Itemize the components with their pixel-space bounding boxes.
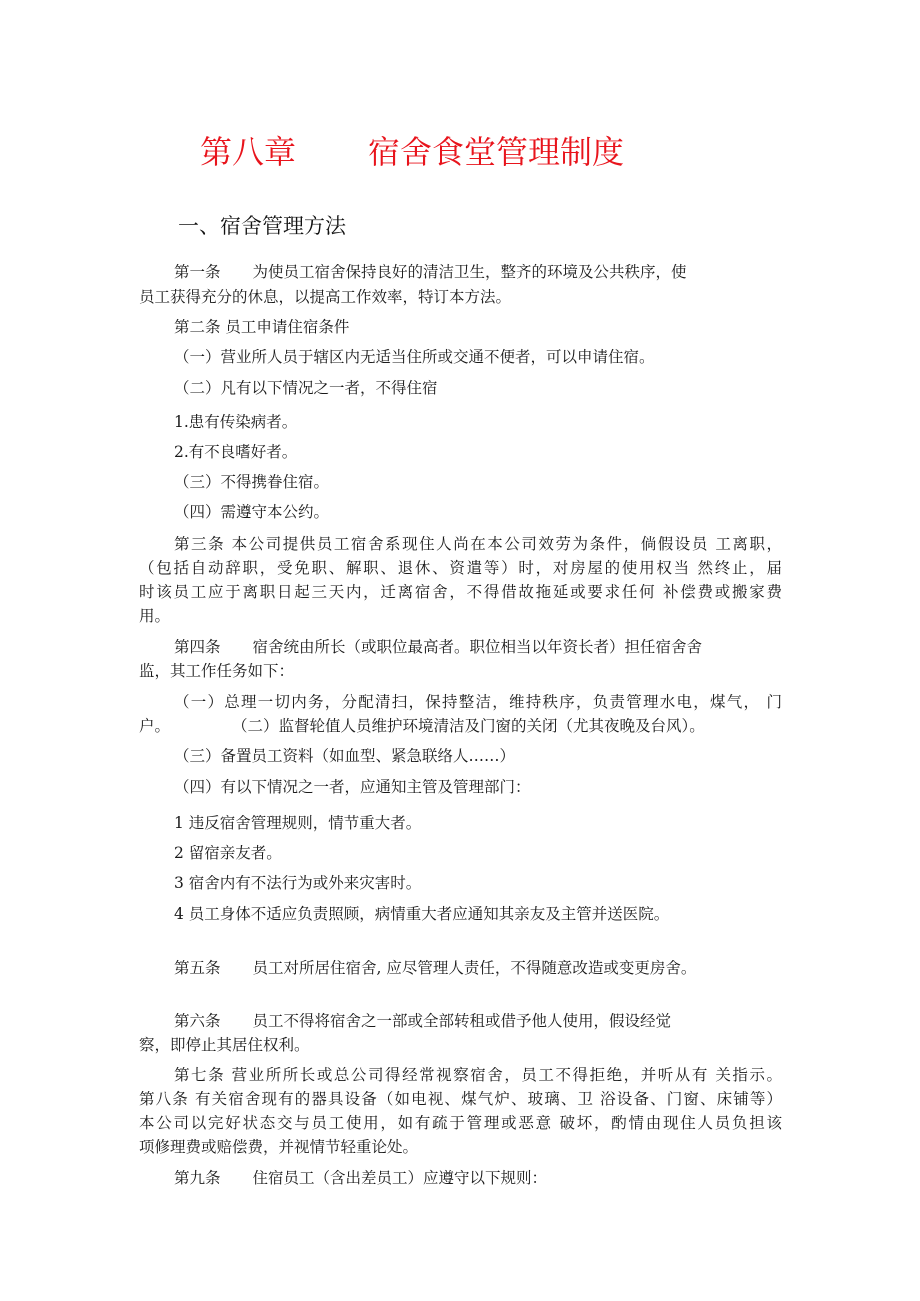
chapter-number: 第八章: [200, 133, 297, 171]
article-3-line-4: 用。: [139, 607, 171, 625]
article-2-item-4: （四）需遵守本公约。: [174, 503, 330, 521]
article-5-label: 第五条: [174, 959, 221, 977]
article-9-text: 住宿员工（含出差员工）应遵守以下规则：: [252, 1169, 548, 1187]
section-heading: 一、宿舍管理方法: [178, 214, 346, 238]
article-9-label: 第九条: [174, 1169, 221, 1187]
article-1-label: 第一条: [174, 263, 221, 281]
article-1-text: 为使员工宿舍保持良好的清洁卫生，整齐的环境及公共秩序，使: [252, 263, 687, 281]
article-3-line-3: 时该员工应于离职日起三天内，迁离宿舍，不得借故拖延或要求任何 补偿费或搬家费: [139, 583, 782, 601]
article-5-text: 员工对所居住宿舍, 应尽管理人责任，不得随意改造或变更房舍。: [252, 959, 697, 977]
article-6-text: 员工不得将宿舍之一部或全部转租或借予他人使用，假设经觉: [252, 1012, 672, 1030]
article-2: 第二条 员工申请住宿条件: [174, 318, 350, 336]
article-4-label: 第四条: [174, 638, 221, 656]
article-3-line-1: 第三条 本公司提供员工宿舍系现住人尚在本公司效劳为条件，倘假设员 工离职，: [174, 535, 782, 553]
article-4-item-4-sub-1: 1 违反宿舍管理规则，情节重大者。: [174, 814, 422, 832]
article-7: 第七条 营业所所长或总公司得经常视察宿舍，员工不得拒绝，并听从有 关指示。: [174, 1066, 782, 1084]
article-4-item-4-sub-4: 4 员工身体不适应负责照顾，病情重大者应通知其亲友及主管并送医院。: [174, 905, 670, 923]
article-4-item-3: （三）备置员工资料（如血型、紧急联络人……）: [174, 747, 516, 765]
article-2-item-3: （三）不得携眷住宿。: [174, 473, 330, 491]
article-5: [174, 958, 696, 978]
article-4-item-4-sub-3: 3 宿舍内有不法行为或外来灾害时。: [174, 874, 422, 892]
article-4-item-4-sub-2: 2 留宿亲友者。: [174, 844, 282, 862]
chapter-title: [200, 132, 624, 172]
chapter-name: 宿舍食堂管理制度: [368, 133, 625, 171]
article-6-label: 第六条: [174, 1012, 221, 1030]
article-2-item-1: （一）营业所人员于辖区内无适当住所或交通不便者，可以申请住宿。: [174, 348, 655, 366]
article-4-line-1: [174, 637, 702, 657]
article-8-line-2: 本公司以完好状态交与员工使用，如有疏于管理或恶意 破坏，酌情由现住人员负担该: [139, 1114, 782, 1132]
article-2-item-2-sub-2: 2.有不良嗜好者。: [174, 443, 298, 461]
article-1-line-1: [174, 262, 687, 282]
article-4-item-4: （四）有以下情况之一者，应通知主管及管理部门：: [174, 778, 531, 796]
article-2-item-2: （二）凡有以下情况之一者，不得住宿: [174, 379, 438, 397]
article-2-item-2-sub-1: 1.患有传染病者。: [174, 413, 298, 431]
article-4-item-1-line-1: （一）总理一切内务，分配清扫，保持整洁，维持秩序，负责管理水电，煤气， 门: [174, 693, 782, 711]
article-8-line-3: 项修理费或赔偿费，并视情节轻重论处。: [139, 1138, 419, 1156]
article-6-line-1: [174, 1011, 671, 1031]
article-4-item-1-end: 户。: [139, 717, 171, 735]
article-4-item-1-line-2: [139, 716, 705, 736]
article-6-line-2: 察，即停止其居住权利。: [139, 1036, 310, 1054]
article-1-line-2: 员工获得充分的休息，以提高工作效率，特订本方法。: [139, 288, 512, 306]
article-4-line-2: 监，其工作任务如下：: [139, 662, 295, 680]
article-3-line-2: （包括自动辞职，受免职、解职、退休、资遣等）时，对房屋的使用权当 然终止，届: [139, 559, 782, 577]
article-9: [174, 1168, 547, 1188]
article-8-line-1: 第八条 有关宿舍现有的器具设备（如电视、煤气炉、玻璃、卫 浴设备、门窗、床铺等）: [139, 1090, 782, 1108]
article-4-item-2: （二）监督轮值人员维护环境清洁及门窗的关闭（尤其夜晚及台风）。: [232, 717, 705, 735]
article-4-text: 宿舍统由所长（或职位最高者。职位相当以年资长者）担任宿舍舍: [252, 638, 703, 656]
